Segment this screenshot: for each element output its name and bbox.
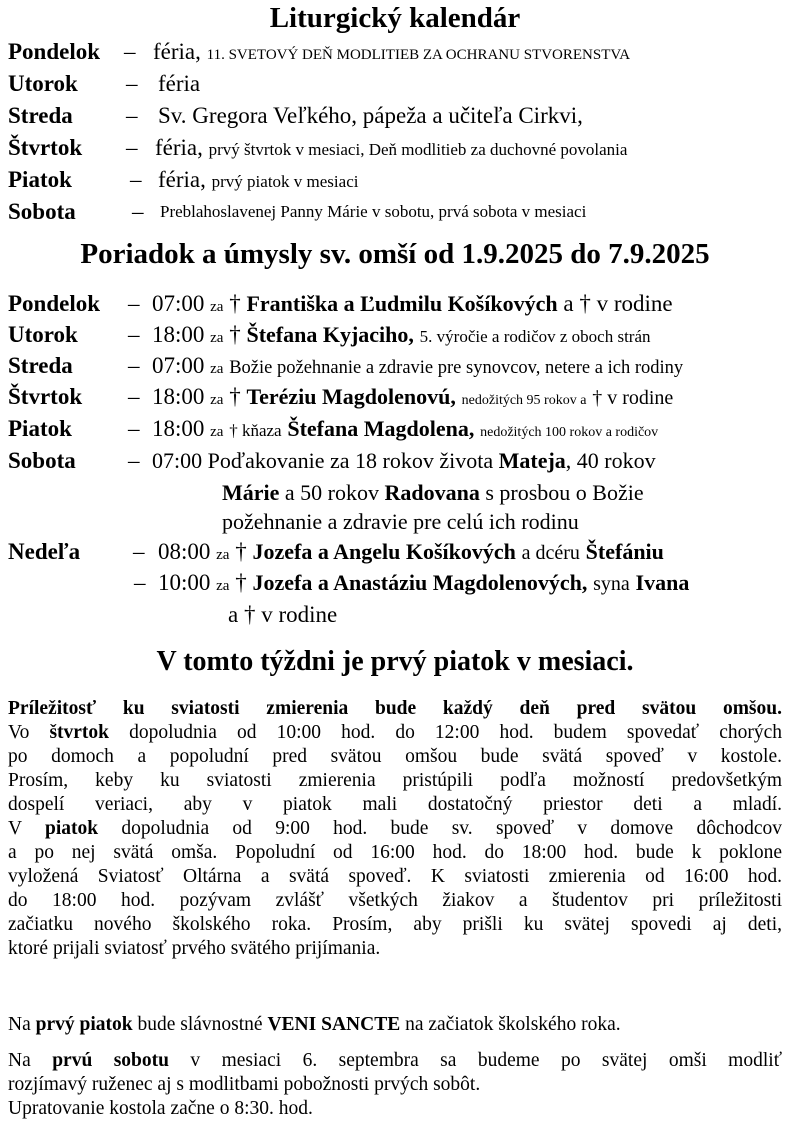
dash: –	[126, 103, 138, 128]
calendar-main: féria, 11. SVETOVÝ DEŇ MODLITIEB ZA OCHRANU STVORENSTVA	[153, 39, 631, 64]
calendar-row	[8, 197, 782, 227]
dash: –	[126, 71, 138, 96]
mass-intention: Márie a 50 rokov Radovana s prosbou o Božie	[222, 480, 644, 505]
notice-line: Upratovanie kostola začne o 8:30. hod.	[8, 1098, 313, 1119]
notice-line: Prosím, keby ku sviatosti zmierenia pristúpili podľa možností predovšetkým	[8, 770, 782, 791]
mass-row	[8, 289, 782, 319]
mass-row	[8, 351, 782, 381]
calendar-row	[8, 37, 782, 67]
mass-intention: 10:00 za † Jozefa a Anastáziu Magdolenových, syna Ivana	[158, 570, 690, 595]
notice-line: po domoch a popoludní pred svätou omšou bude svätá spoveď v kostole.	[8, 746, 782, 767]
calendar-main: féria, prvý piatok v mesiaci	[158, 167, 359, 192]
mass-row-continuation	[8, 478, 782, 508]
mass-row-continuation	[8, 507, 782, 537]
day-label: Piatok	[8, 167, 72, 192]
notice-line: Na prvý piatok bude slávnostné VENI SANCTE na začiatok školského roka.	[8, 1014, 621, 1035]
dash: –	[133, 539, 145, 564]
notice-paragraph	[8, 697, 782, 961]
day-label: Utorok	[8, 71, 78, 96]
calendar-row	[8, 101, 782, 131]
notice-line: a po nej svätá omša. Popoludní od 16:00 hod. do 18:00 hod. bude k poklone	[8, 842, 782, 863]
notice-line: rozjímavý ruženec aj s modlitbami pobožnosti prvých sobôt.	[8, 1074, 481, 1095]
mass-intention: 08:00 za † Jozefa a Angelu Košíkových a dcéru Štefániu	[158, 539, 664, 564]
dash: –	[128, 448, 140, 473]
dash: –	[128, 291, 140, 316]
day-label: Nedeľa	[8, 539, 81, 564]
mass-row	[8, 568, 782, 598]
mass-row-continuation	[8, 600, 782, 630]
notice-line: ktoré prijali sviatosť prvého svätého prijímania.	[8, 938, 381, 959]
notice-line: V piatok dopoludnia od 9:00 hod. bude sv. spoveď v domove dôchodcov	[8, 818, 783, 839]
day-label: Sobota	[8, 199, 76, 224]
mass-row	[8, 382, 782, 412]
day-label: Streda	[8, 103, 73, 128]
day-label: Piatok	[8, 416, 72, 441]
mass-row	[8, 537, 782, 567]
calendar-row	[8, 133, 782, 163]
dash: –	[132, 199, 144, 224]
masses-title: Poriadok a úmysly sv. omší od 1.9.2025 do 7.9.2025	[80, 238, 710, 270]
dash: –	[126, 135, 138, 160]
dash: –	[130, 167, 142, 192]
day-label: Pondelok	[8, 39, 101, 64]
notice-line: do 18:00 hod. pozývam zvlášť všetkých žiakov a študentov pri príležitosti	[8, 890, 782, 911]
mass-intention: 07:00 za † Františka a Ľudmilu Košíkových a † v rodine	[152, 291, 673, 316]
notice-line: dospelí veriaci, aby v piatok mali dostatočný priestor deti a mladí.	[8, 794, 782, 815]
dash: –	[128, 416, 140, 441]
day-label: Sobota	[8, 448, 76, 473]
notice-paragraph	[8, 1013, 782, 1037]
mass-intention: 18:00 za † Teréziu Magdolenovú, nedožitých 95 rokov a † v rodine	[152, 384, 674, 409]
calendar-title: Liturgický kalendár	[269, 2, 521, 34]
notice-line: Na prvú sobotu v mesiaci 6. septembra sa budeme po svätej omši modliť	[8, 1050, 783, 1071]
calendar-main: Sv. Gregora Veľkého, pápeža a učiteľa Cirkvi,	[158, 103, 583, 128]
mass-row	[8, 446, 782, 476]
notice-line: vyložená Sviatosť Oltárna a svätá spoveď. K sviatosti zmierenia od 16:00 hod.	[8, 866, 782, 887]
mass-intention: 18:00 za † Štefana Kyjaciho, 5. výročie a rodičov z oboch strán	[152, 322, 651, 347]
dash: –	[128, 353, 140, 378]
notice-paragraph	[8, 1049, 782, 1121]
day-label: Štvrtok	[8, 135, 83, 160]
notice-line: Príležitosť ku sviatosti zmierenia bude každý deň pred svätou omšou.	[8, 698, 782, 719]
day-label: Streda	[8, 353, 73, 378]
notice-line: začiatku nového školského roka. Prosím, aby prišli ku svätej spovedi aj deti,	[8, 914, 782, 935]
dash: –	[128, 384, 140, 409]
calendar-main: féria	[158, 71, 201, 96]
mass-intention: a † v rodine	[228, 602, 338, 627]
day-label: Pondelok	[8, 291, 101, 316]
calendar-main: féria, prvý štvrtok v mesiaci, Deň modlitieb za duchovné povolania	[155, 135, 628, 160]
day-label: Štvrtok	[8, 384, 83, 409]
mass-row	[8, 414, 782, 444]
mass-intention: 07:00 Poďakovanie za 18 rokov života Mateja, 40 rokov	[152, 448, 656, 473]
calendar-row	[8, 165, 782, 195]
mass-intention: 18:00 za † kňaza Štefana Magdolena, nedožitých 100 rokov a rodičov	[152, 416, 659, 441]
dash: –	[124, 39, 136, 64]
day-label: Utorok	[8, 322, 78, 347]
mass-intention: požehnanie a zdravie pre celú ich rodinu	[222, 509, 579, 534]
mass-intention: 07:00 za Božie požehnanie a zdravie pre synovcov, netere a ich rodiny	[152, 353, 684, 378]
calendar-row	[8, 69, 782, 99]
dash: –	[128, 322, 140, 347]
mass-row	[8, 320, 782, 350]
notice-headline: V tomto týždni je prvý piatok v mesiaci.	[156, 646, 634, 677]
notice-line: Vo štvrtok dopoludnia od 10:00 hod. do 12:00 hod. budem spovedať chorých	[8, 722, 783, 743]
calendar-main: Preblahoslavenej Panny Márie v sobotu, prvá sobota v mesiaci	[160, 202, 587, 221]
dash: –	[134, 570, 146, 595]
